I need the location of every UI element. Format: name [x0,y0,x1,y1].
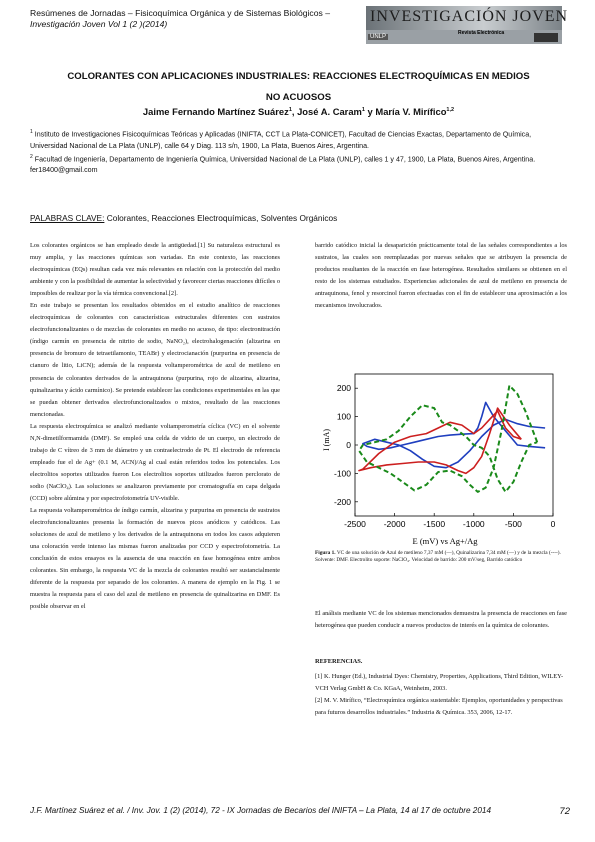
y-tick-label: -100 [333,468,351,479]
affiliation-text: Instituto de Investigaciones Fisicoquímicas Teóricas y Aplicadas (INIFTA, CCT La Plata-CONICET), Facultad de Ciencias Exactas, Departamento de Química, Universidad Nacional de La Plata (UNLP), calle 64 y Diag. 113 s/n, 1900, La Plata, Buenos Aires, Argentina. [30,130,532,150]
affiliation-1 [30,127,570,152]
author-name: María V. Mirífico [375,106,447,117]
journal-header-line2: Investigación Joven Vol 1 (2 )(2014) [30,19,168,29]
journal-header [30,8,330,30]
body-paragraph: Los colorantes orgánicos se han empleado desde la antigüedad.[1] Su naturaleza estructural es muy amplia, y las reacciones químicas son variadas. En este contexto, las reacciones electroquímicas (EQs) resultan cada vez más relevantes en relación con la protección del medio ambiente y con la posibilidad de aumentar la selectividad y favorecer ciertas reacciones difíciles o imposibles de realizar por la vía térmica convencional.[2]. [30,242,280,298]
figure-caption-text: VC de una solución de Azul de metileno 7,37 mM (—), Quinalizarina 7,34 mM (—) y de la mezcla (----). Solvente: DMF. Electrolito soporte: NaClO₄. Velocidad de barrido: 200 mV/seg, Barrido catódico [315,550,561,564]
page-footer: J.F. Martínez Suárez et al. / Inv. Jov. 1 (2) (2014), 72 - IX Jornadas de Becarios del INIFTA – La Plata, 14 al 17 de octubre 2014 [30,806,492,815]
logo-badge [534,33,558,42]
y-axis-label: I (mA) [322,429,331,451]
body-paragraph: barrido catódico inicial la desaparición prácticamente total de las señales correspondientes a los sustratos, las cuales son reemplazadas por nuevas señales que se atribuyen la presencia de productos resultantes de la reacción en fase heterogénea. Resultados similares se obtienen en el resto de los sistemas estudiados. Experiencias adicionales de azul de metileno en presencia de antraquinona, fenol y resorcinol fueron efectuadas con el fin de establecer una aproximación a los mecanismos involucrados. [315,242,567,310]
x-axis-label: E (mV) vs Ag+/Ag [412,536,478,546]
body-paragraph: El análisis mediante VC de los sistemas mencionados demuestra la presencia de reacciones en fase heterogénea que pueden conducir a nuevos productos de interés en la química de colorantes. [315,610,567,630]
affiliation-text: Facultad de Ingeniería, Departamento de Ingeniería Química, Universidad Nacional de La Plata (UNLP), calles 1 y 47, 1900, La Plata, Buenos Aires, Argentina. [34,155,536,164]
author-name: José A. Caram [297,106,362,117]
body-paragraph: La respuesta voltamperométrica de índigo carmín, alizarina y purpurina en presencia de sustratos electrofuncionalizantes presenta la formación de nuevos picos anódicos y catódicos. Las soluciones de azul de metileno y los derivados de la antraquinona en todos los casos adquieren una coloración verde intenso las mismas fueron analizadas por CCD y espectrofotometría. La conclusión de estos ensayos es la ausencia de una reacción en fase homogénea entre ambos colorantes. Sin embargo, la respuesta VC de la mezcla de colorantes resultó ser sustancialmente diferente de la respuesta por separado de los colorantes. A manera de ejemplo en la Fig. 1 se muestra la respuesta para el caso del azul de metileno en presencia de quinalizarina en DMF. Es posible observar en el [30,507,280,611]
keywords [30,213,570,223]
references-heading: REFERENCIAS. [315,658,363,665]
keywords-text: Colorantes, Reacciones Electroquímicas, Solventes Orgánicos [104,213,338,223]
author-affil-mark: 1 [288,106,292,113]
figure-caption [315,550,567,565]
x-tick-label: -2000 [383,519,406,529]
paper-title-line2: NO ACUOSOS [265,92,332,103]
reference-item: [2] M. V. Mirífico, “Electroquímica orgánica sustentable: Ejemplos, oportunidades y perspectivas para futuros desarrollos industriales.” Industria & Química. 353, 2006, 12-17. [315,697,563,717]
author-affil-mark: 1,2 [446,106,455,113]
y-tick-label: 0 [346,440,351,450]
reference-item: [1] K. Hunger (Ed.), Industrial Dyes: Chemistry, Properties, Applications, Third Edition, WILEY-VCH Verlag GmbH & Co. KGaA, Weinheim, 2003. [315,673,564,693]
logo-subtitle: Revista Electrónica [458,30,505,36]
chart-series [359,385,545,492]
affiliation-mark: 2 [30,153,33,160]
affiliations [30,127,570,177]
x-tick-label: -500 [504,519,522,529]
x-tick-label: -1500 [423,519,446,529]
y-tick-label: 200 [336,383,351,394]
logo-unlp: UNLP [370,34,387,40]
paper-title [26,66,571,108]
figure-caption-label: Figura 1. [315,550,336,556]
keywords-label: PALABRAS CLAVE: [30,213,105,223]
body-paragraph: En este trabajo se presentan los resultados obtenidos en el estudio analítico de reacciones electroquímicas de colorantes con características estructurales diferentes con sustratos electrofuncionalizantes o de mezclas de colorantes en medio no acuoso, de tipo: electronitración (índigo carmín en presencia de nitrito de sodio, NaNO₂), electrohalogenación (alizarina en presencia de bromuro de tetraetilamonio, TEABr) y electrocianación (purpurina en presencia de cianuro de litio, LiCN); además de la respuesta voltamperométrica de azul de metileno en presencia de colorantes derivados de la antraquinona (purpurina, rojo de alizarina, alizarina, quinalizarina y ácido carmínico). Se pretende establecer las condiciones experimentales en las que se puedan obtener derivados electrofuncionalizados o mixtos, resultado de las reacciones mencionadas. [30,302,280,418]
author-email: fer18400@gmail.com [30,166,98,175]
author-separator: , [291,106,298,117]
journal-logo [366,6,569,44]
page-number: 72 [559,806,570,817]
x-tick-label: -1000 [462,519,485,529]
series-line-3 [359,385,537,492]
x-tick-label: 0 [550,519,556,529]
body-paragraph: La respuesta electroquímica se analizó mediante voltamperometría cíclica (VC) en el solvente N,N-dimetilformamida (DMF). Se empleó una celda de vidrio de un cuerpo, un electrodo de trabajo de C vítreo de 3 mm de diámetro y un contraelectrodo de Pt. El electrodo de referencia empleado fue el de Ag+ (0.1 M, ACN)/Ag al cual están referidos todos los potenciales. Los electrolitos soportes utilizados fueron Los electrolitos soportes utilizados fueron perclorato de sodio (NaClO₄). Las soluciones se analizaron previamente por cromatografía en capa delgada (CCD) sobre alúmina y por espectrofotometría UV-visible. [30,422,280,502]
author-separator: y [364,106,376,117]
x-tick-label: -2500 [344,519,366,529]
y-tick-label: 100 [336,411,351,422]
body-right-column [315,240,567,312]
affiliation-2 [30,152,570,166]
journal-header-line1: Resúmenes de Jornadas – Fisicoquímica Orgánica y de Sistemas Biológicos – [30,8,330,18]
references-list [315,671,567,719]
voltammogram-chart [315,368,567,546]
affiliation-mark: 1 [30,129,33,135]
author-affil-mark: 1 [361,106,365,113]
body-left-column [30,240,280,613]
y-tick-label: -200 [333,496,351,507]
author-list [26,106,571,117]
paper-title-line1: COLORANTES CON APLICACIONES INDUSTRIALES: REACCIONES ELECTROQUÍMICAS EN MEDIOS [67,71,530,82]
logo-title: INVESTIGACIÓN JOVEN [370,8,569,25]
author-name: Jaime Fernando Martínez Suárez [142,106,289,117]
body-right-conclusion [315,602,567,639]
